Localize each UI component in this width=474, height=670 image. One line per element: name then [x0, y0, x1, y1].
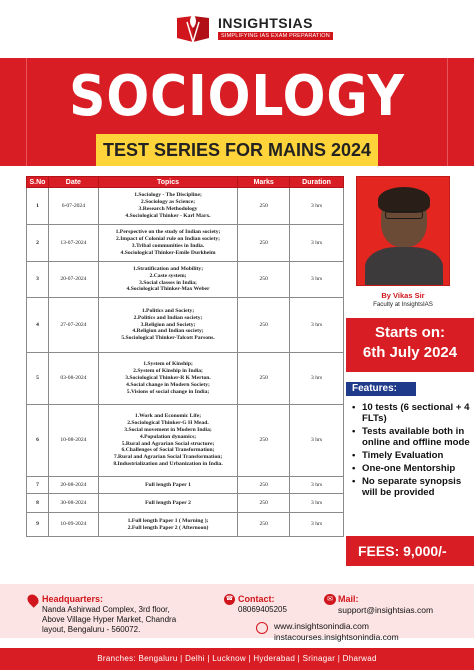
row-sno: 3	[27, 262, 49, 298]
topic-line: 3.Sociological Thinker-R K Merton.	[125, 375, 211, 381]
row-date: 27-07-2024	[48, 298, 98, 353]
start-date: 6th July 2024	[362, 344, 458, 361]
book-lamp-logo-icon	[173, 12, 213, 46]
faculty-role: Faculty at InsightsIAS	[373, 301, 433, 308]
topic-line: 5.Rural and Agrarian Social structure;	[121, 440, 215, 447]
faculty-name: By Vikas Sir	[381, 291, 425, 300]
topic-line: 4.Sociological Thinker-Max Weber	[126, 286, 210, 293]
header-topics: Topics	[98, 177, 237, 188]
topic-line: 3.Religion and Society;	[140, 321, 196, 328]
row-marks: 250	[238, 188, 290, 225]
row-duration: 3 hrs	[290, 513, 344, 537]
photo-glasses	[385, 211, 423, 219]
table-row	[27, 262, 344, 298]
row-date: 6-07-2024	[48, 188, 98, 225]
row-topics	[98, 513, 237, 537]
row-topics	[98, 262, 237, 298]
brand-name: INSIGHTSIAS	[218, 15, 313, 31]
hq-address-line: layout, Bengaluru - 560072.	[42, 625, 141, 634]
table-row	[27, 298, 344, 353]
photo-body	[365, 247, 443, 286]
faculty-photo	[356, 176, 450, 286]
row-sno: 2	[27, 225, 49, 262]
topic-line: 7.Rural and Agrarian Social Transformation;	[113, 454, 223, 461]
topic-line: Full length Paper 1	[145, 481, 191, 488]
table-row	[27, 188, 344, 225]
topic-line: 1.Full length Paper 1 ( Morning );	[127, 517, 209, 524]
contact-phone[interactable]: 08069405205	[238, 605, 287, 614]
start-label: Starts on:	[374, 324, 445, 341]
table-row	[27, 477, 344, 494]
hq-heading: Headquarters:	[42, 594, 104, 604]
row-date: 30-08-2024	[48, 494, 98, 513]
globe-icon	[256, 622, 268, 634]
topic-line: 4.Sociological Thinker - Karl Marx.	[125, 212, 211, 219]
features-heading: Features:	[346, 382, 416, 396]
row-topics	[98, 494, 237, 513]
topic-line: 5.Sociological Thinker-Talcott Parsons.	[121, 335, 215, 342]
contact-heading: Contact:	[238, 594, 275, 604]
table-header-row	[27, 177, 344, 188]
row-date: 13-07-2024	[48, 225, 98, 262]
topic-line: 1.Stratification and Mobility;	[132, 265, 204, 272]
row-duration: 3 hrs	[290, 494, 344, 513]
topic-line: 8.Industrialization and Urbanization in India.	[113, 461, 223, 468]
topic-line: 1.System of Kinship;	[143, 361, 193, 368]
row-sno: 5	[27, 353, 49, 405]
topic-line: 4.Religion and Indian society;	[132, 328, 204, 335]
topic-line: 4.Social change in Modern Society;	[126, 381, 210, 388]
topic-line: 6.Challenges of Social Transformation;	[121, 447, 215, 454]
header-duration: Duration	[290, 177, 344, 188]
topic-line: 2.Full length Paper 2 ( Afternoon)	[127, 524, 209, 531]
row-marks: 250	[238, 262, 290, 298]
phone-icon: ☎	[224, 594, 235, 605]
row-date: 20-07-2024	[48, 262, 98, 298]
row-duration: 3 hrs	[290, 298, 344, 353]
features-list	[352, 402, 470, 500]
row-date: 10-09-2024	[48, 513, 98, 537]
row-sno: 6	[27, 405, 49, 477]
topic-line: 2.Caste system;	[149, 272, 187, 279]
row-duration: 3 hrs	[290, 405, 344, 477]
row-date: 10-08-2024	[48, 405, 98, 477]
row-sno: 9	[27, 513, 49, 537]
brand-tagline: SIMPLIFYING IAS EXAM PREPARATION	[218, 32, 333, 40]
hq-address	[42, 605, 222, 635]
feature-item: • 10 tests (6 sectional + 4 FLTs)	[352, 402, 470, 424]
topic-line: 3.Tribal communities in India.	[131, 243, 205, 249]
header-sno: S.No	[27, 177, 49, 188]
header-marks: Marks	[238, 177, 290, 188]
topic-line: 2.Sociology as Science;	[140, 199, 196, 206]
feature-item: • Tests available both in online and offline mode	[352, 426, 470, 448]
table-body	[27, 188, 344, 537]
topic-line: 3.Social movement in Modern India;	[124, 426, 212, 433]
topic-line: 4.Sociological Thinker-Emile Durkheim	[120, 249, 216, 256]
topic-line: 1.Politics and Society;	[141, 307, 195, 314]
row-duration: 3 hrs	[290, 188, 344, 225]
row-marks: 250	[238, 405, 290, 477]
row-topics	[98, 298, 237, 353]
topic-line: 1.Work and Economic Life;	[134, 412, 202, 419]
topic-line: 2.Impact of Colonial rule on Indian society;	[116, 236, 220, 243]
header-date: Date	[48, 177, 98, 188]
topic-line: 1.Sociology - The Discipline;	[134, 192, 202, 199]
table-row	[27, 353, 344, 405]
courses-link[interactable]: instacourses.insightsonindia.com	[274, 632, 399, 642]
feature-item: • Timely Evaluation	[352, 450, 470, 461]
start-date-box	[346, 318, 474, 372]
row-marks: 250	[238, 513, 290, 537]
row-marks: 250	[238, 353, 290, 405]
fees-badge: FEES: 9,000/-	[346, 536, 474, 566]
row-sno: 7	[27, 477, 49, 494]
topic-line: 2.Sociological Thinker-G H Mead.	[127, 419, 209, 426]
mail-address[interactable]: support@insightsias.com	[338, 605, 434, 615]
row-date: 03-08-2024	[48, 353, 98, 405]
row-duration: 3 hrs	[290, 225, 344, 262]
topic-line: 2.System of Kinship in India;	[133, 368, 203, 375]
hq-address-line: Above Village Hyper Market, Chandra	[42, 615, 177, 624]
feature-item: • One-one Mentorship	[352, 463, 470, 474]
row-topics	[98, 188, 237, 225]
row-marks: 250	[238, 298, 290, 353]
row-marks: 250	[238, 225, 290, 262]
mail-icon: ✉	[324, 594, 336, 605]
row-topics	[98, 353, 237, 405]
row-topics	[98, 225, 237, 262]
mail-heading: Mail:	[338, 594, 359, 604]
row-duration: 3 hrs	[290, 477, 344, 494]
table-row	[27, 225, 344, 262]
row-sno: 8	[27, 494, 49, 513]
topic-line: 4.Population dynamics;	[139, 433, 197, 440]
table-row	[27, 494, 344, 513]
page-subtitle: TEST SERIES FOR MAINS 2024	[96, 134, 378, 166]
table-row	[27, 405, 344, 477]
row-duration: 3 hrs	[290, 353, 344, 405]
topic-line: 3.Social classes in India;	[139, 279, 197, 286]
branches-bar: Branches: Bengaluru | Delhi | Lucknow | Hyderabad | Srinagar | Dharwad	[0, 648, 474, 670]
logo	[0, 6, 474, 50]
row-marks: 250	[238, 494, 290, 513]
topic-line: 3.Research Methodology	[138, 206, 198, 212]
row-sno: 1	[27, 188, 49, 225]
website-link[interactable]: www.insightsonindia.com	[274, 621, 369, 631]
photo-hair	[378, 187, 430, 213]
topic-line: 2.Politics and Indian society;	[133, 314, 203, 321]
feature-item: • No separate synopsis will be provided	[352, 476, 470, 498]
hq-address-line: Nanda Ashirwad Complex, 3rd floor,	[42, 605, 170, 614]
row-sno: 4	[27, 298, 49, 353]
page-title: SOCIOLOGY	[69, 64, 405, 129]
topic-line: 1.Perspective on the study of Indian society;	[115, 229, 221, 236]
row-date: 20-08-2024	[48, 477, 98, 494]
topic-line: Full length Paper 2	[145, 499, 191, 506]
row-duration: 3 hrs	[290, 262, 344, 298]
schedule-table	[26, 176, 344, 537]
table-row	[27, 513, 344, 537]
row-marks: 250	[238, 477, 290, 494]
topic-line: 5.Visions of social change in India;	[126, 388, 210, 395]
row-topics	[98, 405, 237, 477]
row-topics	[98, 477, 237, 494]
